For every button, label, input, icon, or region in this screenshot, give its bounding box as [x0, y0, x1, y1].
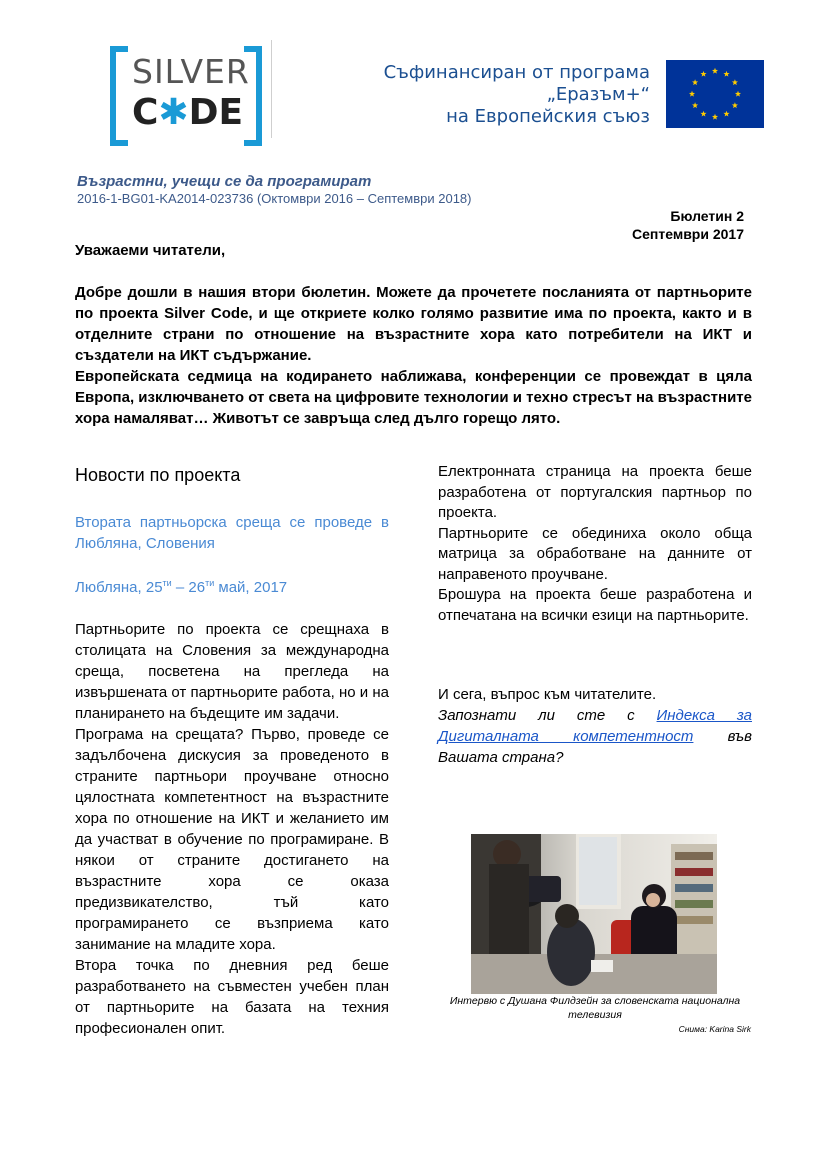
question-lead: И сега, въпрос към читателите. [438, 686, 657, 703]
news-paragraph-2: Програма на срещата? Първо, проведе се задълбочена дискусия за проведеното в страните партньори проучване относно цялостната компетентност на възрастните хора по отношение на ИКТ и желанието им да участват в обучение по програмиране. В някои от страните достигането на възрастните хора се оказа предизвикателство, тъй като програмирането се възприема като занимание на младите хора. [75, 726, 389, 953]
logo-left-bracket [110, 46, 128, 146]
bulletin-info [632, 207, 744, 243]
eu-flag-icon [666, 60, 764, 128]
funding-line-1: Съфинансиран от програма [383, 62, 650, 83]
bulletin-date: Септември 2017 [632, 226, 744, 242]
intro-paragraph-2: Европейската седмица на кодирането наближава, конференции се провеждат в цяла Европа, изключването от света на цифровите технологии и техно стресът на възрастните хора намаляват… Животът се завръща след дълго горещо лято. [75, 368, 752, 427]
right-column [438, 462, 752, 768]
photo-caption: Интервю с Душана Филдзейн за словенската национална телевизия [449, 995, 741, 1021]
project-code: 2016-1-BG01-KA2014-023736 (Октомври 2016 – Септември 2018) [77, 191, 472, 206]
funding-line-2: „Еразъм+“ [546, 84, 650, 105]
right-paragraph-1: Електронната страница на проекта беше разработена от португалския партньор по проекта. [438, 463, 752, 521]
silver-code-logo [110, 40, 270, 140]
photo-credit: Снима: Karina Sirk [678, 1024, 751, 1034]
logo-star-icon: ✱ [158, 92, 189, 133]
intro-paragraph-1: Добре дошли в нашия втори бюлетин. Можете да прочетете посланията от партньорите по проекта Silver Code, и ще откриете колко голямо развитие има по проекта, както и в отделните страни по отношение на възрастните хора като потребители на ИКТ и създатели на ИКТ съдържание. [75, 284, 752, 364]
meeting-heading: Втората партньорска среща се проведе в Любляна, Словения [75, 514, 389, 552]
greeting: Уважаеми читатели, [75, 242, 226, 259]
intro-text [75, 282, 752, 429]
news-column [75, 462, 389, 1039]
right-paragraph-3: Брошура на проекта беше разработена и отпечатана на всички езици на партньорите. [438, 586, 752, 624]
reader-question: Запознати ли сте с Индекса за Дигиталната компетентност във Вашата страна? [438, 707, 752, 766]
interview-photo [471, 834, 717, 994]
section-heading: Новости по проекта [75, 465, 241, 485]
funding-line-3: на Европейския съюз [446, 106, 650, 127]
logo-word-silver: SILVER [132, 52, 250, 91]
digital-competence-index-link[interactable]: Индекса за Дигиталната компетентност [438, 707, 752, 745]
logo-word-code: C✱DE [132, 92, 244, 133]
news-paragraph-1: Партньорите по проекта се срещнаха в столицата на Словения за международна среща, посветена на прегледа на извършената от партньорите работа, но и на планирането на бъдещите им задачи. [75, 621, 389, 722]
project-title: Възрастни, учещи се да програмират [77, 173, 372, 190]
right-paragraph-2: Партньорите се обединиха около обща матрица за обработване на данните от направеното проучване. [438, 524, 752, 583]
logo-right-bracket [244, 46, 262, 146]
news-paragraph-3: Втора точка по дневния ред беше разработването на съвместен учебен план от партньорите на базата на техния професионален опит. [75, 957, 389, 1037]
logo-divider [271, 40, 272, 138]
funding-statement [384, 62, 650, 128]
meeting-date: Любляна, $25^{ти} - 26^{ти}$ май, 2017 [75, 578, 288, 596]
bulletin-number: Бюлетин 2 [670, 208, 744, 224]
